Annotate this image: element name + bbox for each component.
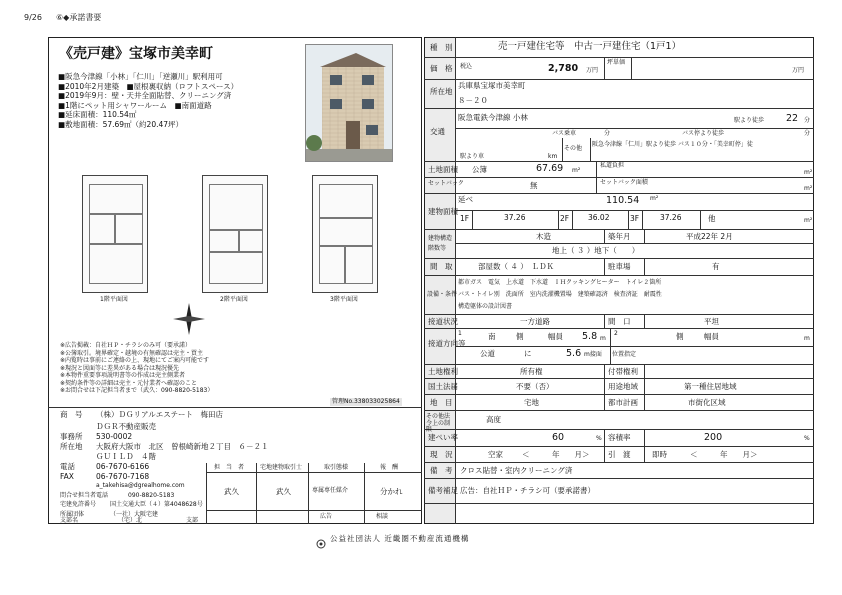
- remarks-label: 備 考: [430, 466, 453, 475]
- ground-value: 宅地: [524, 398, 539, 407]
- attach-right-label: 付帯権利: [608, 367, 638, 376]
- contact-phone-value: 090-8820-5183: [128, 492, 175, 499]
- walk-label: 駅より徒歩: [734, 117, 765, 124]
- handover-value: 即時: [652, 450, 667, 459]
- bus-label: バス乗車: [552, 130, 577, 137]
- other-value: 阪急今津線「仁川」駅より徒歩 バス１０分・「美幸町停」徒: [592, 141, 753, 148]
- feature-list: [58, 73, 298, 130]
- road-status-value: 一方道路: [520, 317, 550, 326]
- bus-minutes: 分: [604, 130, 611, 137]
- road-side: 側: [516, 332, 524, 341]
- notes-list: [60, 343, 360, 396]
- contact-label: に: [524, 349, 532, 358]
- office-label: 事務所: [60, 432, 83, 441]
- address-line1: 大阪府大阪市 北区 曾根崎新地２丁目 ６－２１: [96, 442, 269, 451]
- land-area-value: 67.69: [536, 163, 564, 174]
- price-tax-label: 税込: [460, 63, 473, 70]
- land-right-value: 所有権: [520, 367, 543, 376]
- organization-logo-icon: [316, 534, 326, 544]
- feature-item: ■1階にペット用シャワールーム ■南面道路: [58, 100, 212, 110]
- plan-caption: 2階平面図: [220, 296, 248, 303]
- note-item: ※お問合せは下記担当者まで（武久：090-8820-5183）: [60, 387, 214, 394]
- staff-header: 宅地建物取引士: [260, 464, 303, 471]
- remarks-extra-value: 広告：自社ＨＰ・チラシ可（要承諾書）: [460, 486, 595, 495]
- licensed-agent-name: 武久: [276, 487, 291, 496]
- restriction-label: その他法令上の制限: [426, 413, 451, 434]
- location-label: 所在地: [430, 87, 453, 96]
- address-label: 所在地: [60, 442, 83, 451]
- location-line1: 兵庫県宝塚市美幸町: [458, 81, 526, 90]
- land-method: 公簿: [472, 165, 487, 174]
- price-label: 価 格: [430, 64, 453, 73]
- bus-walk-label: バス停より徒歩: [682, 130, 725, 137]
- contact-phone-label: 問合せ担当者電話: [60, 492, 109, 499]
- staff-header: 担 当 者: [214, 464, 245, 471]
- house-photo: [305, 44, 393, 162]
- tsubo-unit: 万円: [792, 67, 805, 74]
- floor2-value: 36.02: [588, 213, 610, 222]
- ad-label: 広告: [320, 513, 333, 520]
- built-label: 築年月: [608, 232, 631, 241]
- feature-item: ■2010年2月建築 ■屋根裏収納（ロフトスペース）: [58, 81, 239, 91]
- handover-label: 引 渡: [608, 450, 631, 459]
- other-label: その他: [564, 145, 583, 152]
- handover-date-placeholder: ＜ 年 月＞: [690, 450, 758, 459]
- frontage-value: 平坦: [704, 317, 719, 326]
- traffic-line: 阪急電鉄今津線 小林: [458, 113, 528, 122]
- city-plan-value: 市街化区域: [688, 398, 726, 407]
- zoning-value: 第一種住居地域: [684, 382, 737, 391]
- trade-label: 商 号: [60, 410, 83, 419]
- status-value: 空家: [488, 450, 503, 459]
- total-floor-value: 110.54: [606, 195, 640, 206]
- type-value: 売一戸建住宅等 中古一戸建住宅（1戸1）: [498, 41, 682, 52]
- remarks-extra-label: 備考補足: [428, 486, 458, 495]
- road-width-label: 幅員: [548, 332, 563, 341]
- floor-plan-1f: [82, 175, 148, 293]
- feature-item: ■延床面積：110.54㎡: [58, 110, 137, 119]
- note-item: ※内覧時は事前にご連絡の上、現地にてご案内可能です: [60, 357, 210, 364]
- page-number: 9/26: [24, 13, 42, 22]
- position-designation-label: 位置指定: [612, 351, 637, 358]
- feature-item: ■敷地面積：57.69㎡（約20.47坪）: [58, 119, 184, 129]
- plan-caption: 1階平面図: [100, 296, 128, 303]
- ad-value: 相談: [376, 513, 389, 520]
- tel-value: 06-7670-6166: [96, 462, 150, 471]
- ratio-label: 容積率: [608, 433, 631, 442]
- floor3-label: 3F: [630, 214, 640, 223]
- floors-label: 階数等: [428, 245, 447, 252]
- parking-label: 駐車場: [608, 262, 631, 271]
- fax-label: FAX: [60, 472, 74, 481]
- traffic-label: 交通: [430, 127, 445, 136]
- property-title: 《売戸建》宝塚市美幸町: [59, 46, 213, 62]
- distance-label: 駅より車: [460, 153, 485, 160]
- parking-value: 有: [712, 262, 720, 271]
- address-line2: ＧＵＩＬＤ ４階: [96, 452, 156, 461]
- note-item: ※契約条件等の詳細は売主・元付業者へ確認のこと: [60, 379, 198, 387]
- reference-number: 管理No.338033025864: [332, 398, 400, 405]
- coverage-value: 60: [552, 432, 565, 443]
- feature-item: ■阪急今津線「小林」「仁川」「逆瀬川」駅利用可: [58, 72, 223, 81]
- status-date-placeholder: ＜ 年 月＞: [522, 450, 590, 459]
- restriction-value: 高度: [486, 415, 501, 424]
- setback-value: 無: [530, 181, 538, 190]
- association-label: 所属団体: [60, 511, 85, 518]
- total-floor-label: 延べ: [458, 195, 473, 204]
- ratio-value: 200: [704, 432, 723, 443]
- layout-value: 部屋数（ ４ ） ＬＤＫ: [478, 262, 555, 271]
- city-plan-label: 都市計画: [608, 398, 638, 407]
- road-direction-label: 接道方向等: [428, 339, 466, 348]
- approval-header: ⑥◆承諾書要: [56, 13, 102, 22]
- ground-label: 地 目: [430, 398, 453, 407]
- feature-item: ■2019年9月：壁・天井全面貼替、クリーニング済: [58, 91, 232, 100]
- floor3-value: 37.26: [660, 213, 682, 222]
- structure-label: 建物構造: [428, 235, 453, 242]
- tsubo-label: 坪単価: [607, 59, 626, 66]
- type-label: 種 別: [430, 43, 453, 52]
- transaction-type: 専属専任媒介: [312, 487, 349, 494]
- floor2-label: 2F: [560, 214, 570, 223]
- staff-header: 報 酬: [380, 464, 399, 471]
- commission: 分かれ: [380, 487, 403, 496]
- structure-value: 木造: [536, 232, 551, 241]
- setback-label: セットバック: [428, 180, 464, 187]
- walk-value: 22: [786, 113, 799, 124]
- floor1-label: 1F: [460, 214, 470, 223]
- compass-icon: [172, 302, 206, 336]
- note-item: ※現況と図面等に差異がある場合は現況優先: [60, 364, 180, 372]
- staff-header: 取引態様: [324, 464, 349, 471]
- land-law-label: 国土法届: [428, 382, 458, 391]
- organization-name: 公益社団法人 近畿圏不動産流通機構: [330, 534, 470, 543]
- license-label: 宅建免許番号: [60, 501, 97, 508]
- floors-value: 地上（ ３ ）地下（ ）: [552, 246, 640, 255]
- land-law-value: 不要（否）: [516, 382, 554, 391]
- setback-area-label: セットバック面積: [600, 179, 648, 186]
- email-value[interactable]: a_takehisa@dgrealhome.com: [96, 482, 185, 489]
- price-unit: 万円: [586, 67, 599, 74]
- public-road-label: 公道: [480, 349, 495, 358]
- floor1-value: 37.26: [504, 213, 526, 222]
- walk-unit: 分: [804, 117, 811, 124]
- private-road-label: 私道負担: [600, 162, 625, 169]
- license-value: 国土交通大臣（４）第4048628号: [110, 501, 203, 508]
- brand-name: ＤＧＲ不動産販売: [96, 422, 156, 431]
- postal-code: 530-0002: [96, 432, 133, 441]
- fax-value: 06-7670-7168: [96, 472, 150, 481]
- floor-plan-3f: [312, 175, 378, 293]
- contact-width: 5.6: [566, 348, 582, 359]
- other-floor-label: 他: [708, 214, 716, 223]
- plan-caption: 3階平面図: [330, 296, 358, 303]
- agent-name: 武久: [224, 487, 239, 496]
- contact-unit: m接面: [584, 351, 602, 358]
- distance-unit: km: [548, 153, 558, 160]
- trade-name: （株）ＤＧリアルエステート 梅田店: [96, 410, 224, 419]
- layout-label: 間 取: [430, 262, 453, 271]
- zoning-label: 用途地域: [608, 382, 638, 391]
- branch-label: 支部名: [60, 517, 79, 524]
- frontage-label: 間 口: [608, 317, 631, 326]
- building-area-label: 建物面積: [428, 207, 458, 216]
- status-label: 現 況: [430, 450, 453, 459]
- floor-plan-2f: [202, 175, 268, 293]
- road-width: 5.8: [582, 331, 598, 342]
- branch-value: （宅）北: [118, 517, 143, 524]
- bus-walk-unit: 分: [804, 130, 811, 137]
- coverage-label: 建ぺい率: [428, 433, 458, 442]
- land-area-label: 土地面積: [428, 165, 458, 174]
- tel-label: 電話: [60, 462, 75, 471]
- facility-line2: バス・トイレ別 洗面所 室内洗濯機置場 建築確認済 検査済証 耐震性: [458, 291, 662, 298]
- note-item: ※公簿取引。境界確定・越境の有無確認は売主・買主: [60, 349, 204, 357]
- facility-label: 設備・条件: [427, 291, 458, 298]
- road2-width-label: 幅員: [704, 332, 719, 341]
- association-value: （一社）大阪宅建: [110, 511, 159, 518]
- road-direction: 南: [488, 332, 496, 341]
- note-item: ※本物件重要事項説明書等の作成は売主側業者: [60, 372, 186, 379]
- land-right-label: 土地権利: [428, 367, 458, 376]
- remarks-value: クロス貼替・室内クリーニング済: [460, 466, 573, 475]
- road-status-label: 接道状況: [428, 317, 458, 326]
- facility-line1: 都市ガス 電気 上水道 下水道 ＩＨクッキングヒーター トイレ２箇所: [458, 279, 662, 286]
- location-line2: ８－２０: [458, 96, 488, 105]
- built-value: 平成22年 2月: [686, 232, 733, 241]
- price-value: 2,780: [548, 63, 579, 74]
- branch-suffix: 支部: [186, 517, 199, 524]
- road2-side: 側: [676, 332, 684, 341]
- note-item: ※広告掲載：自社ＨＰ・チラシのみ可（要承諾）: [60, 342, 192, 349]
- facility-line3: 構造躯体の設計図書: [458, 303, 513, 310]
